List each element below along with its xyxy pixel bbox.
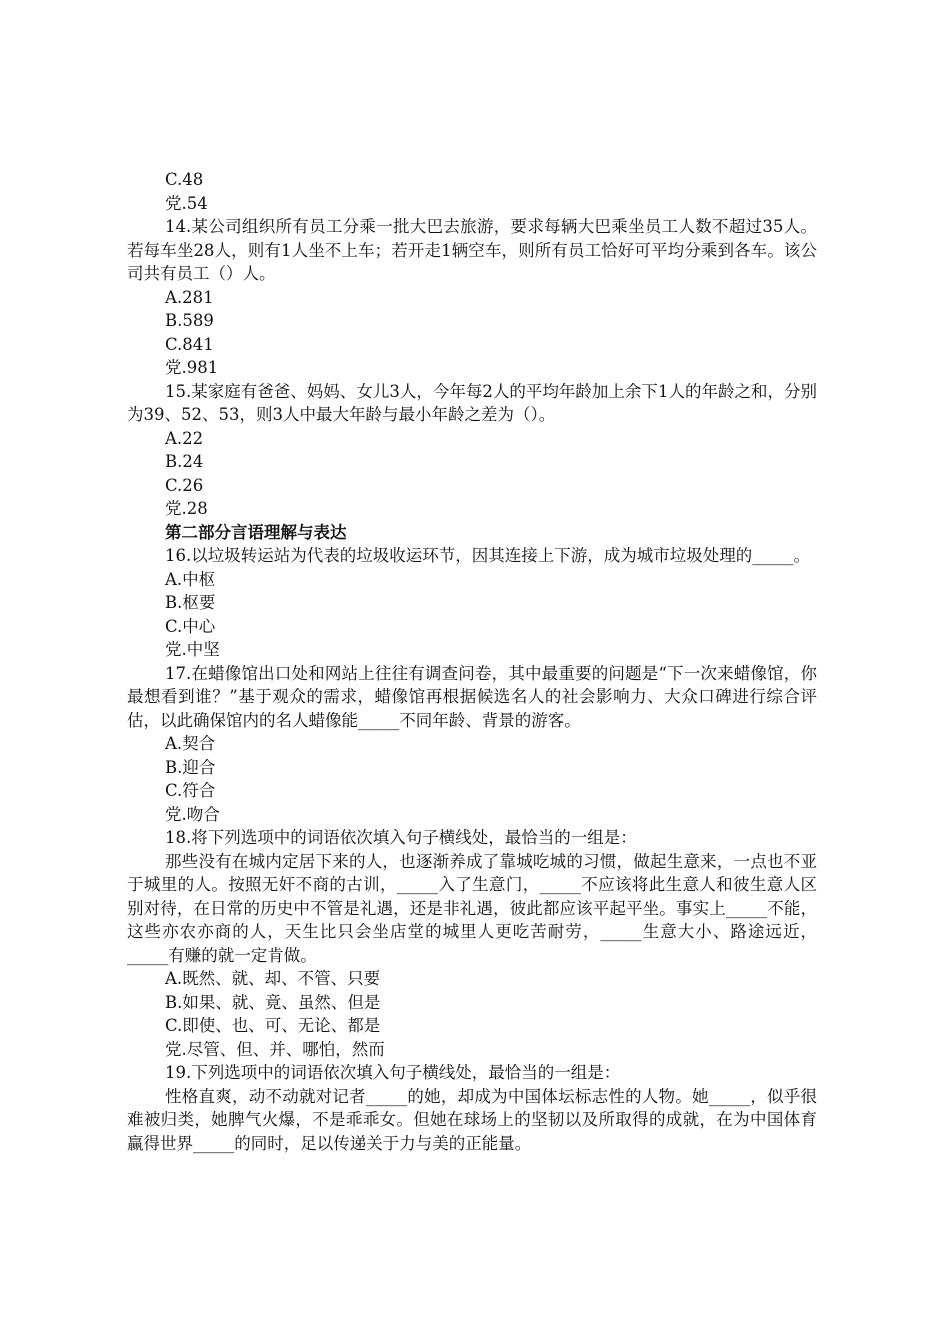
q15-option-b: B.24 [165,452,204,471]
q18-option-a: A.既然、就、却、不管、只要 [165,969,381,988]
q18-option-c: C.即使、也、可、无论、都是 [165,1016,381,1035]
document-page [127,168,817,1155]
q14-option-c: C.841 [165,334,214,354]
q16-option-c: C.中心 [165,616,216,636]
q18-stem: 18.将下列选项中的词语依次填入句子横线处，最恰当的一组是： [165,828,637,847]
q13-option-d: 党.54 [165,193,208,213]
q18-option-b: B.如果、就、竟、虽然、但是 [165,992,381,1012]
q15-option-c: C.26 [165,475,204,495]
q14-option-a: A.281 [165,287,214,307]
q17-option-c: C.符合 [165,781,216,800]
q13-option-c: C.48 [165,170,204,189]
q15-option-a: A.22 [165,428,204,448]
q19-stem: 19.下列选项中的词语依次填入句子横线处，最恰当的一组是： [165,1063,621,1082]
q14-option-d: 党.981 [165,358,219,377]
q18-passage: 那些没有在城内定居下来的人，也逐渐养成了靠城吃城的习惯，做起生意来，一点也不亚于城里的人。按照无奸不商的古训，_____入了生意门，_____不应该将此生意人和彼生意人区别对待，在日常的历史中不管是礼遇，还是非礼遇，彼此都应该平起平坐。事实上_____不能，这些亦农亦商的人，天生比只会坐店堂的城里人更吃苦耐劳，_____生意大小、路途远近，_____有赚的就一定肯做。 [127,851,817,965]
q17-stem: 17.在蜡像馆出口处和网站上往往有调查问卷，其中最重要的问题是“下一次来蜡像馆，你最想看到谁？”基于观众的需求，蜡像馆再根据候选名人的社会影响力、大众口碑进行综合评估，以此确保馆内的名人蜡像能_____不同年龄、背景的游客。 [127,663,817,730]
q16-stem: 16.以垃圾转运站为代表的垃圾收运环节，因其连接上下游，成为城市垃圾处理的_____。 [165,546,810,565]
q15-stem: 15.某家庭有爸爸、妈妈、女儿3人，今年每2人的平均年龄加上余下1人的年龄之和，分别为39、52、53，则3人中最大年龄与最小年龄之差为（）。 [127,381,817,424]
q17-option-a: A.契合 [165,734,216,753]
q16-option-d: 党.中坚 [165,640,220,659]
q14-stem: 14.某公司组织所有员工分乘一批大巴去旅游，要求每辆大巴乘坐员工人数不超过35人。若每车坐28人，则有1人坐不上车；若开走1辆空车，则所有员工恰好可平均分乘到各车。该公司共有员工（）人。 [127,217,817,283]
q14-option-b: B.589 [165,311,214,330]
q17-option-b: B.迎合 [165,757,216,777]
q15-option-d: 党.28 [165,499,208,518]
q16-option-a: A.中枢 [165,569,216,589]
q19-passage: 性格直爽，动不动就对记者_____的她，却成为中国体坛标志性的人物。她_____，似乎很难被归类，她脾气火爆，不是乖乖女。但她在球场上的坚韧以及所取得的成就，在为中国体育赢得世界_____的同时，足以传递关于力与美的正能量。 [127,1086,817,1153]
q16-option-b: B.枢要 [165,593,216,612]
q17-option-d: 党.吻合 [165,804,220,824]
section-heading: 第二部分言语理解与表达 [165,522,347,542]
q18-option-d: 党.尽管、但、并、哪怕，然而 [165,1039,385,1059]
